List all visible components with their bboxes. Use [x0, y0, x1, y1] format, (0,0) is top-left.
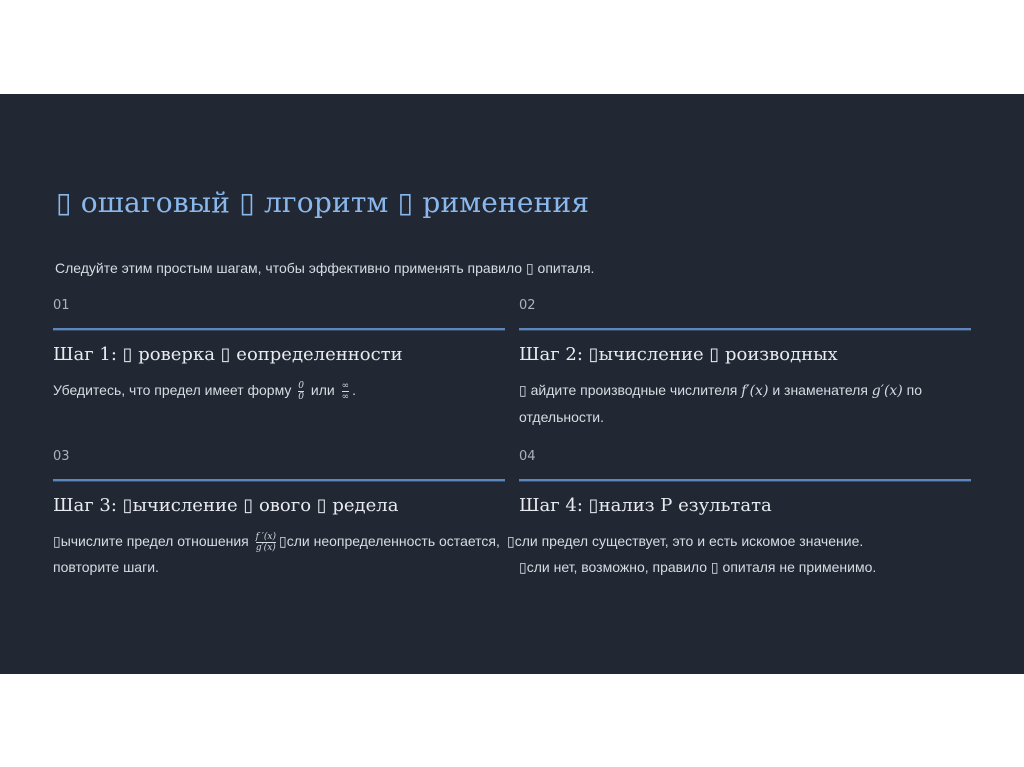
- step-card-1: [53, 298, 505, 403]
- slide-title: ▯ ошаговый ▯ лгоритм ▯ рименения: [56, 186, 590, 219]
- step-heading: Шаг 2: ▯ычисление ▯ роизводных: [519, 344, 838, 365]
- step-description: [507, 528, 971, 580]
- fraction-denominator: ∞: [341, 391, 350, 402]
- fraction-numerator: ∞: [341, 380, 350, 391]
- step-card-3: [53, 449, 505, 580]
- step-text: ▯ычислите предел отношения: [53, 533, 249, 549]
- step-text: Убедитесь, что предел имеет форму: [53, 382, 292, 398]
- step-divider: [519, 479, 971, 481]
- slide: [0, 94, 1024, 674]
- fraction-numerator: f ′(x): [255, 531, 276, 542]
- step-heading: Шаг 1: ▯ роверка ▯ еопределенности: [53, 344, 403, 365]
- step-number: 02: [519, 298, 536, 313]
- step-text: по отдельности.: [519, 382, 923, 425]
- step-description: [53, 528, 505, 580]
- step-heading: Шаг 4: ▯нализ Р езультата: [519, 495, 772, 516]
- fraction-numerator: 0: [298, 380, 305, 391]
- step-text: ▯ айдите производные числителя: [519, 382, 738, 398]
- step-number: 03: [53, 449, 70, 464]
- fraction-infinity-over-infinity: [342, 381, 350, 402]
- step-divider: [519, 328, 971, 330]
- step-text: .: [352, 382, 356, 398]
- step-divider: [53, 479, 505, 481]
- slide-subtitle: Следуйте этим простым шагам, чтобы эффективно применять правило ▯ опиталя.: [55, 260, 595, 276]
- step-text: и знаменателя: [772, 382, 868, 398]
- step-text: ▯сли предел существует, это и есть искомое значение.: [507, 533, 864, 549]
- step-description: [53, 377, 505, 403]
- step-divider: [53, 328, 505, 330]
- step-text: ▯сли нет, возможно, правило ▯ опиталя не применимо.: [519, 559, 877, 575]
- step-description: [519, 377, 971, 430]
- step-text: или: [310, 382, 335, 398]
- fraction-zero-over-zero: [298, 381, 304, 402]
- step-card-2: [519, 298, 971, 430]
- math-f-prime: f′(x): [741, 383, 769, 399]
- step-card-4: [507, 449, 971, 580]
- step-number: 01: [53, 298, 70, 313]
- fraction-denominator: 0: [298, 391, 305, 402]
- step-text: ▯сли неопределенность остается, повторите шаги.: [53, 533, 500, 575]
- math-g-prime: g′(x): [871, 383, 903, 399]
- step-number: 04: [519, 449, 536, 464]
- fraction-derivatives-ratio: [256, 532, 276, 553]
- fraction-denominator: g′(x): [255, 542, 276, 553]
- step-heading: Шаг 3: ▯ычисление ▯ ового ▯ редела: [53, 495, 399, 516]
